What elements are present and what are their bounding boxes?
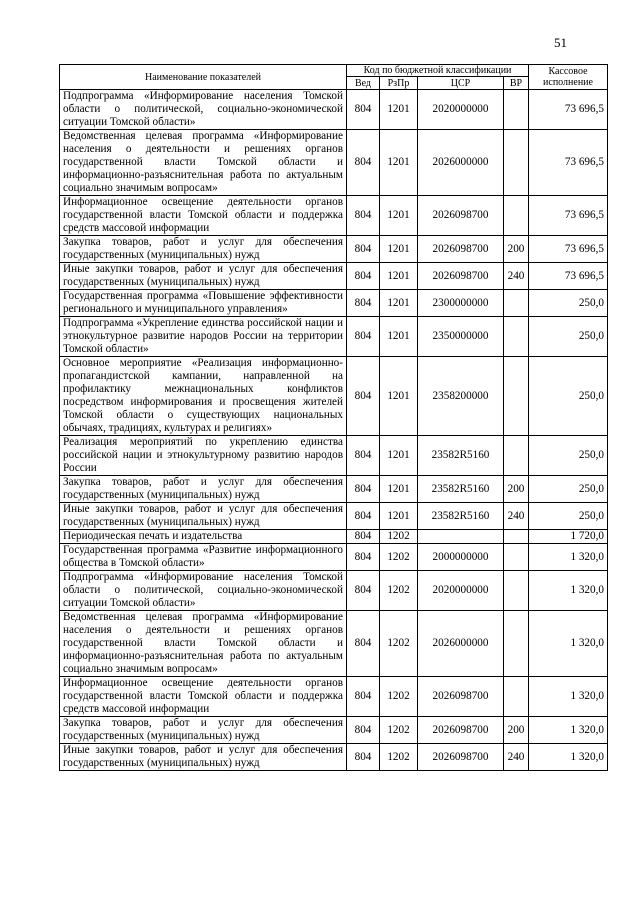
cell-amount: 1 320,0 <box>529 571 608 611</box>
cell-ved: 804 <box>347 317 380 357</box>
table-row <box>60 476 608 503</box>
header-vr: ВР <box>504 77 529 90</box>
cell-rzpr: 1201 <box>380 317 418 357</box>
table-row <box>60 290 608 317</box>
cell-csr: 2026000000 <box>418 130 504 196</box>
cell-ved: 804 <box>347 290 380 317</box>
cell-rzpr: 1202 <box>380 530 418 544</box>
cell-ved: 804 <box>347 476 380 503</box>
cell-csr: 2350000000 <box>418 317 504 357</box>
cell-ved: 804 <box>347 571 380 611</box>
table-body <box>60 90 608 771</box>
cell-name: Ведомственная целевая программа «Информирование населения о деятельности и решениях органов государственной власти Томской области и информационно-разъяснительная работа по актуальным социально значимым вопросам» <box>60 130 347 196</box>
cell-name: Закупка товаров, работ и услуг для обеспечения государственных (муниципальных) нужд <box>60 236 347 263</box>
cell-vr <box>504 530 529 544</box>
cell-amount: 73 696,5 <box>529 263 608 290</box>
cell-rzpr: 1201 <box>380 90 418 130</box>
cell-amount: 1 320,0 <box>529 544 608 571</box>
cell-csr: 2026098700 <box>418 263 504 290</box>
cell-vr <box>504 571 529 611</box>
cell-csr: 2026098700 <box>418 196 504 236</box>
cell-name: Основное мероприятие «Реализация информационно-пропагандистской кампании, направленной на профилактику межнациональных конфликтов посредством информирования и просвещения жителей Томской области о существующих национальных обычаях, традициях, культурах и религиях» <box>60 357 347 436</box>
cell-csr: 2358200000 <box>418 357 504 436</box>
cell-csr: 2026098700 <box>418 717 504 744</box>
cell-ved: 804 <box>347 436 380 476</box>
cell-amount: 1 320,0 <box>529 717 608 744</box>
cell-vr <box>504 611 529 677</box>
cell-ved: 804 <box>347 196 380 236</box>
table-row <box>60 544 608 571</box>
cell-amount: 250,0 <box>529 317 608 357</box>
cell-vr <box>504 90 529 130</box>
cell-rzpr: 1201 <box>380 290 418 317</box>
cell-amount: 73 696,5 <box>529 236 608 263</box>
table-row <box>60 263 608 290</box>
cell-amount: 250,0 <box>529 357 608 436</box>
table-row <box>60 717 608 744</box>
cell-name: Иные закупки товаров, работ и услуг для обеспечения государственных (муниципальных) нужд <box>60 503 347 530</box>
cell-ved: 804 <box>347 744 380 771</box>
table-row <box>60 677 608 717</box>
cell-ved: 804 <box>347 263 380 290</box>
cell-csr: 2020000000 <box>418 571 504 611</box>
cell-name: Закупка товаров, работ и услуг для обеспечения государственных (муниципальных) нужд <box>60 476 347 503</box>
header-ved: Вед <box>347 77 380 90</box>
cell-csr: 2000000000 <box>418 544 504 571</box>
cell-name: Реализация мероприятий по укреплению единства российской нации и этнокультурному развитию народов России <box>60 436 347 476</box>
cell-csr <box>418 530 504 544</box>
page-number: 51 <box>554 35 567 50</box>
cell-vr <box>504 130 529 196</box>
cell-amount: 73 696,5 <box>529 90 608 130</box>
cell-csr: 23582R5160 <box>418 476 504 503</box>
cell-amount: 250,0 <box>529 476 608 503</box>
cell-vr: 200 <box>504 717 529 744</box>
cell-rzpr: 1202 <box>380 677 418 717</box>
cell-ved: 804 <box>347 530 380 544</box>
cell-ved: 804 <box>347 677 380 717</box>
cell-vr: 240 <box>504 263 529 290</box>
cell-rzpr: 1202 <box>380 717 418 744</box>
cell-rzpr: 1201 <box>380 196 418 236</box>
cell-ved: 804 <box>347 90 380 130</box>
cell-rzpr: 1201 <box>380 476 418 503</box>
budget-table <box>59 64 608 771</box>
cell-name: Подпрограмма «Информирование населения Томской области о политической, социально-экономической ситуации Томской области» <box>60 90 347 130</box>
cell-amount: 73 696,5 <box>529 196 608 236</box>
header-csr: ЦСР <box>418 77 504 90</box>
cell-rzpr: 1201 <box>380 130 418 196</box>
cell-name: Государственная программа «Развитие информационного общества в Томской области» <box>60 544 347 571</box>
cell-vr <box>504 196 529 236</box>
cell-name: Подпрограмма «Информирование населения Томской области о политической, социально-экономической ситуации Томской области» <box>60 571 347 611</box>
table-row <box>60 744 608 771</box>
cell-name: Государственная программа «Повышение эффективности регионального и муниципального управления» <box>60 290 347 317</box>
cell-name: Подпрограмма «Укрепление единства российской нации и этнокультурное развитие народов России на территории Томской области» <box>60 317 347 357</box>
cell-rzpr: 1201 <box>380 263 418 290</box>
cell-amount: 1 320,0 <box>529 677 608 717</box>
cell-rzpr: 1201 <box>380 357 418 436</box>
cell-name: Периодическая печать и издательства <box>60 530 347 544</box>
cell-vr: 240 <box>504 744 529 771</box>
cell-amount: 1 320,0 <box>529 611 608 677</box>
cell-rzpr: 1202 <box>380 544 418 571</box>
cell-name: Информационное освещение деятельности органов государственной власти Томской области и поддержка средств массовой информации <box>60 196 347 236</box>
cell-ved: 804 <box>347 503 380 530</box>
cell-csr: 2300000000 <box>418 290 504 317</box>
cell-amount: 73 696,5 <box>529 130 608 196</box>
table-row <box>60 357 608 436</box>
cell-vr: 200 <box>504 236 529 263</box>
table-row <box>60 571 608 611</box>
cell-vr: 200 <box>504 476 529 503</box>
table-row <box>60 236 608 263</box>
cell-name: Закупка товаров, работ и услуг для обеспечения государственных (муниципальных) нужд <box>60 717 347 744</box>
cell-ved: 804 <box>347 717 380 744</box>
header-rzpr: РзПр <box>380 77 418 90</box>
table-row <box>60 90 608 130</box>
cell-amount: 1 320,0 <box>529 744 608 771</box>
cell-ved: 804 <box>347 357 380 436</box>
table-row <box>60 503 608 530</box>
header-code-group: Код по бюджетной классификации <box>347 65 529 77</box>
cell-csr: 2026000000 <box>418 611 504 677</box>
cell-rzpr: 1201 <box>380 436 418 476</box>
cell-ved: 804 <box>347 544 380 571</box>
cell-vr <box>504 544 529 571</box>
cell-vr <box>504 677 529 717</box>
cell-ved: 804 <box>347 611 380 677</box>
cell-name: Ведомственная целевая программа «Информирование населения о деятельности и решениях органов государственной власти Томской области и информационно-разъяснительная работа по актуальным социально значимым вопросам» <box>60 611 347 677</box>
cell-csr: 23582R5160 <box>418 503 504 530</box>
table-row <box>60 436 608 476</box>
cell-csr: 2026098700 <box>418 677 504 717</box>
cell-vr: 240 <box>504 503 529 530</box>
cell-rzpr: 1202 <box>380 611 418 677</box>
cell-name: Иные закупки товаров, работ и услуг для обеспечения государственных (муниципальных) нужд <box>60 744 347 771</box>
cell-name: Иные закупки товаров, работ и услуг для обеспечения государственных (муниципальных) нужд <box>60 263 347 290</box>
cell-rzpr: 1202 <box>380 744 418 771</box>
cell-vr <box>504 290 529 317</box>
table-row <box>60 611 608 677</box>
cell-csr: 23582R5160 <box>418 436 504 476</box>
cell-amount: 250,0 <box>529 436 608 476</box>
cell-ved: 804 <box>347 130 380 196</box>
cell-amount: 1 720,0 <box>529 530 608 544</box>
cell-rzpr: 1202 <box>380 571 418 611</box>
cell-amount: 250,0 <box>529 290 608 317</box>
cell-vr <box>504 317 529 357</box>
header-amount: Кассовое исполнение <box>529 65 608 90</box>
cell-vr <box>504 357 529 436</box>
table-row <box>60 196 608 236</box>
cell-csr: 2026098700 <box>418 236 504 263</box>
header-name: Наименование показателей <box>60 65 347 90</box>
cell-name: Информационное освещение деятельности органов государственной власти Томской области и поддержка средств массовой информации <box>60 677 347 717</box>
cell-vr <box>504 436 529 476</box>
cell-csr: 2020000000 <box>418 90 504 130</box>
cell-rzpr: 1201 <box>380 236 418 263</box>
cell-amount: 250,0 <box>529 503 608 530</box>
table-row <box>60 130 608 196</box>
table-row <box>60 530 608 544</box>
cell-rzpr: 1201 <box>380 503 418 530</box>
cell-ved: 804 <box>347 236 380 263</box>
table-row <box>60 317 608 357</box>
cell-csr: 2026098700 <box>418 744 504 771</box>
